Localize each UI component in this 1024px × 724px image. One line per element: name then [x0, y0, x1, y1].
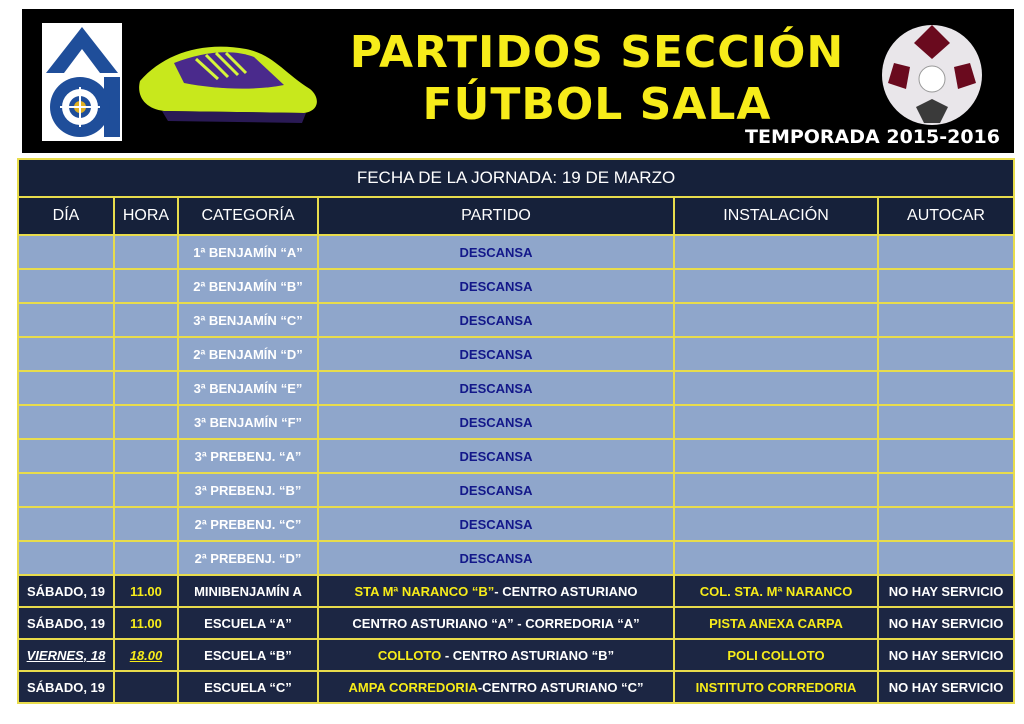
table-row — [18, 507, 1014, 541]
team-local: COLLOTO — [377, 647, 442, 663]
table-row — [18, 639, 1014, 671]
instalacion-cell: INSTITUTO CORREDORIA — [674, 671, 878, 703]
dia-cell: SÁBADO, 19 — [18, 671, 114, 703]
table-row — [18, 303, 1014, 337]
football-boot-icon — [134, 33, 324, 133]
jornada-date: FECHA DE LA JORNADA: 19 DE MARZO — [18, 159, 1014, 197]
autocar-cell: NO HAY SERVICIO — [878, 575, 1014, 607]
partido-cell: DESCANSA — [318, 235, 674, 269]
categoria-cell: 3ª BENJAMÍN “E” — [178, 371, 318, 405]
partido-cell: DESCANSA — [318, 405, 674, 439]
team-local: AMPA CORREDORIA — [348, 679, 478, 695]
page-title — [312, 27, 882, 131]
categoria-cell: 2ª BENJAMÍN “D” — [178, 337, 318, 371]
categoria-cell: 3ª PREBENJ. “A” — [178, 439, 318, 473]
categoria-cell: 2ª BENJAMÍN “B” — [178, 269, 318, 303]
col-header-autocar: AUTOCAR — [878, 197, 1014, 235]
matches-table — [17, 158, 1015, 704]
partido-cell — [318, 671, 674, 703]
hora-cell — [114, 671, 178, 703]
categoria-cell: ESCUELA “A” — [178, 607, 318, 639]
team-visitor: -CENTRO ASTURIANO “C” — [477, 679, 644, 695]
dia-cell: VIERNES, 18 — [18, 639, 114, 671]
autocar-cell: NO HAY SERVICIO — [878, 607, 1014, 639]
table-row — [18, 439, 1014, 473]
categoria-cell: ESCUELA “C” — [178, 671, 318, 703]
instalacion-cell: COL. STA. Mª NARANCO — [674, 575, 878, 607]
dia-cell: SÁBADO, 19 — [18, 607, 114, 639]
season-label: TEMPORADA 2015-2016 — [745, 126, 1000, 148]
categoria-cell: ESCUELA “B” — [178, 639, 318, 671]
instalacion-cell: POLI COLLOTO — [674, 639, 878, 671]
table-row — [18, 235, 1014, 269]
partido-cell: DESCANSA — [318, 303, 674, 337]
team-visitor: - CENTRO ASTURIANO “B” — [441, 647, 615, 663]
partido-cell: DESCANSA — [318, 337, 674, 371]
col-header-hora: HORA — [114, 197, 178, 235]
partido-cell — [318, 607, 674, 639]
table-row — [18, 575, 1014, 607]
table-row — [18, 671, 1014, 703]
categoria-cell: 3ª PREBENJ. “B” — [178, 473, 318, 507]
table-row — [18, 269, 1014, 303]
autocar-cell: NO HAY SERVICIO — [878, 639, 1014, 671]
title-line-1: PARTIDOS SECCIÓN — [349, 27, 845, 78]
table-row — [18, 607, 1014, 639]
title-line-2: FÚTBOL SALA — [422, 79, 772, 130]
partido-cell: DESCANSA — [318, 473, 674, 507]
col-header-categoria: CATEGORÍA — [178, 197, 318, 235]
futsal-ball-icon — [880, 23, 984, 127]
partido-cell: DESCANSA — [318, 269, 674, 303]
partido-cell — [318, 639, 674, 671]
team-visitor: - CENTRO ASTURIANO — [494, 583, 638, 599]
instalacion-cell: PISTA ANEXA CARPA — [674, 607, 878, 639]
table-row — [18, 405, 1014, 439]
col-header-dia: DÍA — [18, 197, 114, 235]
partido-cell — [318, 575, 674, 607]
hora-cell: 11.00 — [114, 607, 178, 639]
partido-cell: DESCANSA — [318, 507, 674, 541]
partido-cell: DESCANSA — [318, 371, 674, 405]
header-banner — [22, 9, 1014, 153]
table-row — [18, 541, 1014, 575]
categoria-cell: 3ª BENJAMÍN “F” — [178, 405, 318, 439]
col-header-instalacion: INSTALACIÓN — [674, 197, 878, 235]
categoria-cell: 3ª BENJAMÍN “C” — [178, 303, 318, 337]
hora-cell: 11.00 — [114, 575, 178, 607]
team-local: STA Mª NARANCO “B” — [354, 583, 495, 599]
partido-cell: DESCANSA — [318, 439, 674, 473]
col-header-partido: PARTIDO — [318, 197, 674, 235]
table-row — [18, 337, 1014, 371]
categoria-cell: 2ª PREBENJ. “C” — [178, 507, 318, 541]
autocar-cell: NO HAY SERVICIO — [878, 671, 1014, 703]
categoria-cell: 1ª BENJAMÍN “A” — [178, 235, 318, 269]
table-row — [18, 371, 1014, 405]
team-visitor: CENTRO ASTURIANO “A” - CORREDORIA “A” — [352, 615, 640, 631]
hora-cell: 18.00 — [114, 639, 178, 671]
categoria-cell: MINIBENJAMÍN A — [178, 575, 318, 607]
column-headers — [18, 197, 1014, 235]
table-row — [18, 473, 1014, 507]
dia-cell: SÁBADO, 19 — [18, 575, 114, 607]
categoria-cell: 2ª PREBENJ. “D” — [178, 541, 318, 575]
club-logo-icon — [42, 23, 122, 141]
partido-cell: DESCANSA — [318, 541, 674, 575]
